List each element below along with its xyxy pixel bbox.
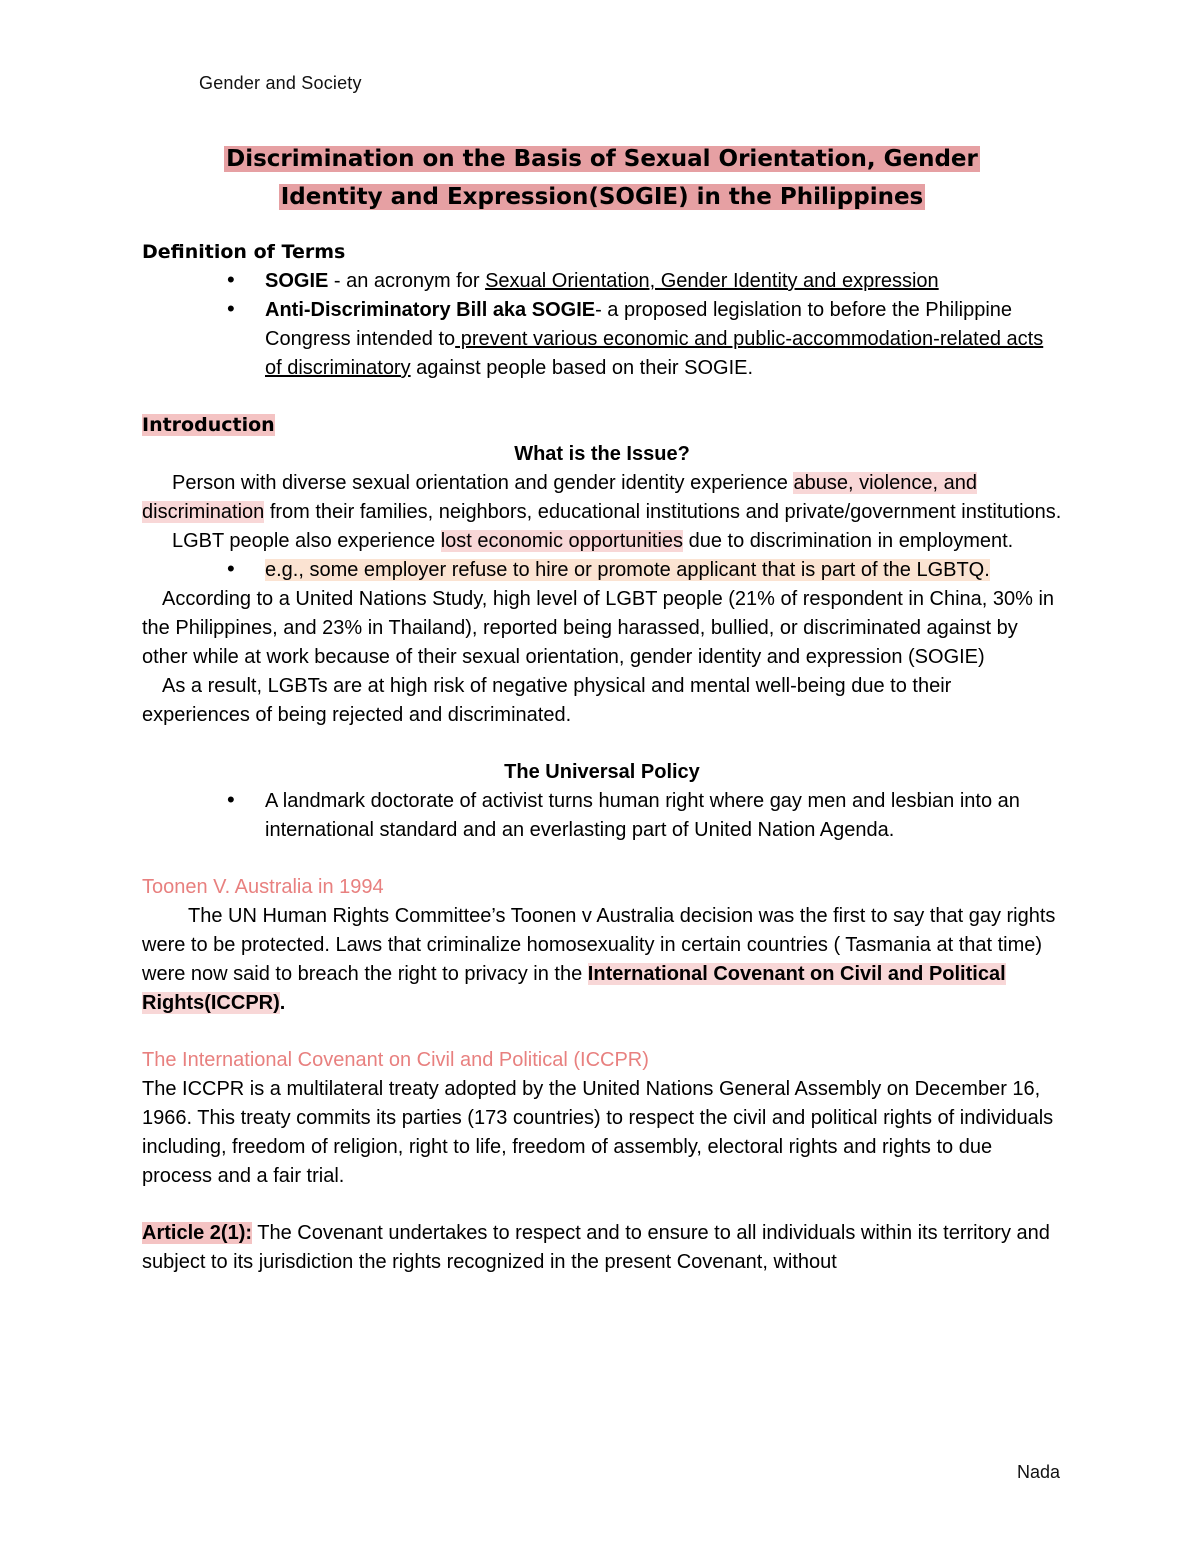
intro-paragraph-3: According to a United Nations Study, high level of LGBT people (21% of respondent in China, 30% in the Philippines, and 23% in Thailand), reported being harassed, bullied, or discriminated against by other while at work because of their sexual orientation, gender identity and expression (SOGIE) (142, 588, 1055, 668)
toonen-highlight: International Covenant on Civil and Political Rights(ICCPR) (142, 963, 1006, 1014)
article-label: Article 2(1): (142, 1222, 253, 1244)
example-text: e.g., some employer refuse to hire or promote applicant that is part of the LGBTQ. (265, 559, 990, 581)
intro-p2-tail: due to discrimination in employment. (683, 530, 1014, 552)
iccpr-heading: The International Covenant on Civil and Political (ICCPR) (142, 1049, 649, 1071)
definition-text: - a proposed legislation to before the Philippine Congress intended to (265, 299, 1013, 350)
intro-p2-highlight: lost economic opportunities (440, 530, 684, 552)
article-text: The Covenant undertakes to respect and to ensure to all individuals within its territory and subject to its jurisdiction the rights recognized in the present Covenant, without (142, 1222, 1050, 1273)
toonen-heading: Toonen V. Australia in 1994 (142, 876, 384, 898)
definition-term: SOGIE (265, 270, 329, 292)
definition-text: - an acronym for (328, 270, 486, 292)
example-item (265, 556, 1062, 585)
universal-policy-item: • A landmark doctorate of activist turns human right where gay men and lesbian into an international standard and an everlasting part of United Nation Agenda. (265, 787, 1062, 845)
toonen-text: The UN Human Rights Committee’s Toonen v Australia decision was the first to say that gay rights were to be protected. Laws that criminalize homosexuality in certain countries ( Tasmania at that time) were now said to breach the right to privacy in the (142, 905, 1056, 985)
definitions-heading: Definition of Terms (142, 241, 346, 263)
document-title (142, 140, 1062, 216)
issue-subheading: What is the Issue? (514, 443, 690, 465)
definition-item-sogie (265, 267, 1062, 296)
introduction-heading-text: Introduction (142, 414, 275, 436)
iccpr-paragraph: The ICCPR is a multilateral treaty adopted by the United Nations General Assembly on December 16, 1966. This treaty commits its parties (173 countries) to respect the civil and political rights of individuals including, freedom of religion, right to life, freedom of assembly, electoral rights and rights to due process and a fair trial. (142, 1078, 1054, 1187)
intro-p1-text: Person with diverse sexual orientation and gender identity experience (172, 472, 794, 494)
toonen-paragraph (142, 902, 1062, 1018)
intro-p1-highlight: abuse, violence, and discrimination (142, 472, 977, 523)
page-footer: Nada (1016, 1462, 1060, 1482)
page-header: Gender and Society (199, 73, 362, 93)
definition-term: Anti-Discriminatory Bill aka SOGIE (265, 299, 596, 321)
intro-paragraph-2 (142, 527, 1062, 556)
definition-tail: against people based on their SOGIE. (410, 357, 754, 379)
example-list (142, 556, 1062, 585)
toonen-tail: . (279, 992, 286, 1014)
intro-p2-text: LGBT people also experience (172, 530, 441, 552)
definitions-list (142, 267, 1062, 383)
universal-policy-heading: The Universal Policy (504, 761, 700, 783)
definition-underlined: Sexual Orientation, Gender Identity and expression (485, 270, 939, 292)
intro-paragraph-1 (142, 469, 1062, 527)
title-line-2: Identity and Expression(SOGIE) in the Philippines (280, 184, 924, 210)
universal-policy-list (142, 787, 1062, 845)
document-body (142, 140, 1062, 1277)
definition-item-bill (265, 296, 1062, 383)
title-line-1: Discrimination on the Basis of Sexual Orientation, Gender (226, 146, 978, 172)
definition-underlined: prevent various economic and public-accommodation-related acts of discriminatory (265, 328, 1044, 379)
intro-p1-tail: from their families, neighbors, educational institutions and private/government institutions. (264, 501, 1062, 523)
introduction-heading (142, 411, 1062, 440)
intro-paragraph-4: As a result, LGBTs are at high risk of negative physical and mental well-being due to their experiences of being rejected and discriminated. (142, 675, 952, 726)
article-paragraph (142, 1219, 1062, 1277)
